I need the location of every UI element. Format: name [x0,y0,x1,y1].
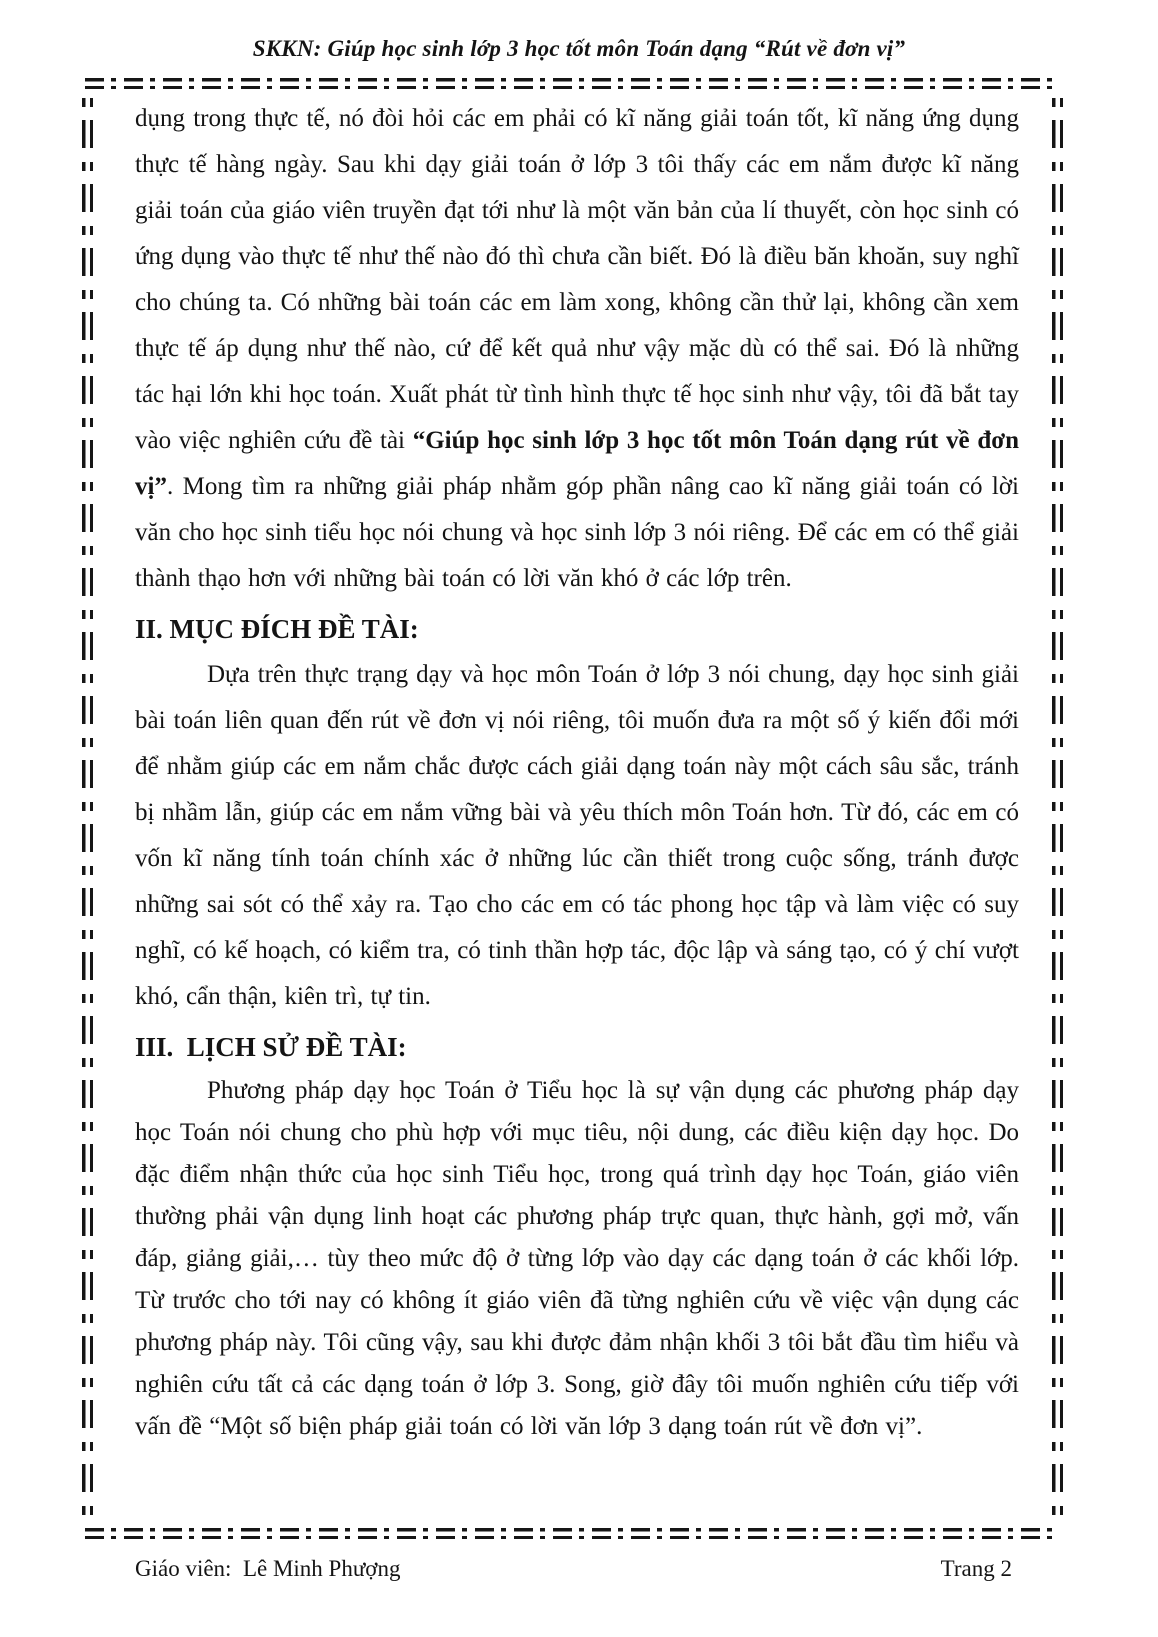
section-heading-lich-su-de-tai: III. LỊCH SỬ ĐỀ TÀI: [135,1032,407,1062]
footer-page-number: Trang 2 [940,1556,1012,1581]
page-footer [135,1556,1012,1582]
decorative-border-right [1052,98,1063,1516]
header-title: SKKN: Giúp học sinh lớp 3 học tốt môn Toán dạng “Rút về đơn vị” [252,36,906,61]
research-topic-title-bold: “Giúp học sinh lớp 3 học tốt môn Toán dạng rút về đơn vị” [135,427,1019,500]
section-heading-muc-dich-de-tai: II. MỤC ĐÍCH ĐỀ TÀI: [135,614,419,644]
paragraph-introduction-text-after: . Mong tìm ra những giải pháp nhằm góp phần nâng cao kĩ năng giải toán có lời văn cho học sinh tiểu học nói chung và học sinh lớp 3 nói riêng. Để các em có thể giải thành thạo hơn với những bài toán có lời văn khó ở các lớp trên. [135,473,1019,592]
paragraph-muc-dich: Dựa trên thực trạng dạy và học môn Toán ở lớp 3 nói chung, dạy học sinh giải bài toán liên quan đến rút về đơn vị nói riêng, tôi muốn đưa ra một số ý kiến đổi mới để nhằm giúp các em nắm chắc được cách giải dạng toán này một cách sâu sắc, tránh bị nhầm lẫn, giúp các em nắm vững bài và yêu thích môn Toán hơn. Từ đó, các em có vốn kĩ năng tính toán chính xác ở những lúc cần thiết trong cuộc sống, tránh được những sai sót có thể xảy ra. Tạo cho các em có tác phong học tập và làm việc có suy nghĩ, có kế hoạch, có kiểm tra, có tinh thần hợp tác, độc lập và sáng tạo, có ý chí vượt khó, cẩn thận, kiên trì, tự tin. [135,661,1019,1010]
decorative-border-bottom [85,1528,1060,1539]
document-body [135,96,1019,1448]
paragraph-introduction [135,96,1019,602]
decorative-border-left [82,98,93,1516]
decorative-border-top [85,78,1060,89]
footer-teacher-name: Giáo viên: Lê Minh Phượng [135,1556,401,1581]
paragraph-introduction-text: dụng trong thực tế, nó đòi hỏi các em phải có kĩ năng giải toán tốt, kĩ năng ứng dụng thực tế hàng ngày. Sau khi dạy giải toán ở lớp 3 tôi thấy các em nắm được kĩ năng giải toán của giáo viên truyền đạt tới như là một văn bản của lí thuyết, còn học sinh có ứng dụng vào thực tế như thế nào đó thì chưa cần biết. Đó là điều băn khoăn, suy nghĩ cho chúng ta. Có những bài toán các em làm xong, không cần thử lại, không cần xem thực tế áp dụng như thế nào, cứ để kết quả như vậy mặc dù có thể sai. Đó là những tác hại lớn khi học toán. Xuất phát từ tình hình thực tế học sinh như vậy, tôi đã bắt tay vào việc nghiên cứu đề tài [135,105,1019,454]
page-header [90,36,1068,62]
paragraph-lich-su: Phương pháp dạy học Toán ở Tiểu học là sự vận dụng các phương pháp dạy học Toán nói chung cho phù hợp với mục tiêu, nội dung, các điều kiện dạy học. Do đặc điểm nhận thức của học sinh Tiểu học, trong quá trình dạy học Toán, giáo viên thường phải vận dụng linh hoạt các phương pháp trực quan, thực hành, gợi mở, vấn đáp, giảng giải,… tùy theo mức độ ở từng lớp vào dạy các dạng toán ở các khối lớp. Từ trước cho tới nay có không ít giáo viên đã từng nghiên cứu về việc vận dụng các phương pháp này. Tôi cũng vậy, sau khi được đảm nhận khối 3 tôi bắt đầu tìm hiểu và nghiên cứu tất cả các dạng toán ở lớp 3. Song, giờ đây tôi muốn nghiên cứu tiếp với vấn đề “Một số biện pháp giải toán có lời văn lớp 3 dạng toán rút về đơn vị”. [135,1077,1019,1440]
